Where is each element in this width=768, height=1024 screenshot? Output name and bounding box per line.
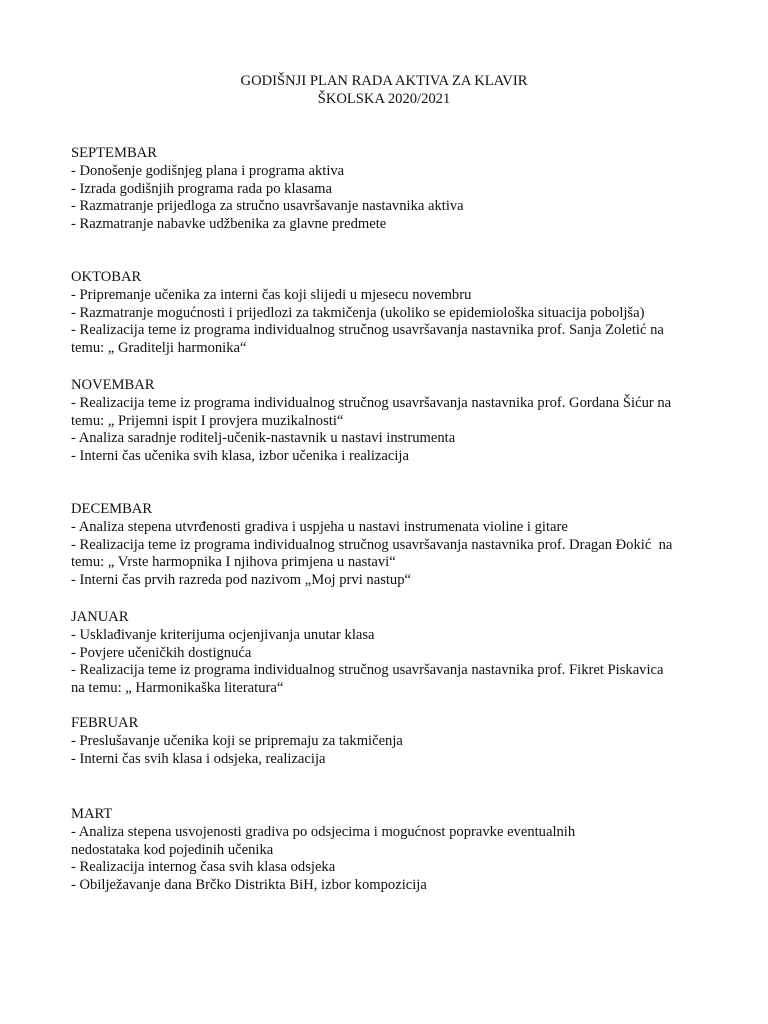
list-item-line: - Analiza stepena usvojenosti gradiva po odsjecima i mogućnost popravke eventualnih (71, 823, 576, 840)
section-heading: JANUAR (71, 609, 129, 625)
list-item-line: - Razmatranje mogućnosti i prijedlozi za takmičenja (ukoliko se epidemiološka situacija poboljša) (71, 304, 645, 321)
list-item-line: temu: „ Graditelji harmonika“ (71, 340, 247, 357)
list-item (71, 287, 711, 305)
list-item (71, 305, 711, 323)
section-novembar (71, 377, 711, 466)
list-item (71, 430, 711, 448)
section-september (71, 145, 711, 234)
section-mart (71, 806, 711, 895)
list-item (71, 163, 711, 181)
list-item-line: - Realizacija internog časa svih klasa odsjeka (71, 859, 336, 876)
list-item (71, 627, 711, 645)
list-item-line: temu: „ Prijemni ispit I provjera muzikalnosti“ (71, 412, 344, 429)
item-list (71, 163, 711, 234)
section-heading: FEBRUAR (71, 715, 139, 731)
item-list (71, 287, 711, 358)
list-item-line: - Donošenje godišnjeg plana i programa aktiva (71, 162, 345, 179)
list-item (71, 824, 711, 860)
list-item-line: - Realizacija teme iz programa individualnog stručnog usavršavanja nastavnika prof. Gordana Šićur na (71, 394, 672, 411)
list-item (71, 395, 711, 431)
section-heading: OKTOBAR (71, 269, 142, 285)
list-item (71, 645, 711, 663)
list-item-line: - Analiza saradnje roditelj-učenik-nastavnik u nastavi instrumenta (71, 430, 456, 447)
list-item-line: temu: „ Vrste harmopnika I njihova primjena u nastavi“ (71, 554, 396, 571)
section-heading: SEPTEMBAR (71, 145, 157, 161)
list-item-line: - Interni čas učenika svih klasa, izbor učenika i realizacija (71, 448, 409, 465)
list-item-line: - Povjere učeničkih dostignuća (71, 644, 252, 661)
list-item-line: - Realizacija teme iz programa individualnog stručnog usavršavanja nastavnika prof. Sanja Zoletić na (71, 322, 664, 339)
list-item-line: - Obilježavanje dana Brčko Distrikta BiH, izbor kompozicija (71, 877, 427, 894)
list-item (71, 537, 711, 573)
list-item (71, 859, 711, 877)
list-item (71, 519, 711, 537)
list-item-line: - Usklađivanje kriterijuma ocjenjivanja unutar klasa (71, 626, 375, 643)
list-item-line: - Interni čas svih klasa i odsjeka, realizacija (71, 750, 326, 767)
list-item (71, 198, 711, 216)
list-item-line: - Analiza stepena utvrđenosti gradiva i uspjeha u nastavi instrumenata violine i gitare (71, 518, 568, 535)
item-list (71, 519, 711, 590)
item-list (71, 627, 711, 698)
section-oktobar (71, 269, 711, 358)
list-item (71, 662, 711, 698)
section-decembar (71, 501, 711, 590)
item-list (71, 395, 711, 466)
list-item-line: - Pripremanje učenika za interni čas koji slijedi u mjesecu novembru (71, 286, 472, 303)
section-heading: MART (71, 806, 113, 822)
list-item-line: - Razmatranje nabavke udžbenika za glavne predmete (71, 216, 387, 233)
list-item-line: - Preslušavanje učenika koji se pripremaju za takmičenja (71, 732, 403, 749)
list-item-line: na temu: „ Harmonikaška literatura“ (71, 680, 284, 697)
list-item-line: - Razmatranje prijedloga za stručno usavršavanje nastavnika aktiva (71, 198, 464, 215)
section-heading: DECEMBAR (71, 501, 153, 517)
item-list (71, 733, 711, 769)
list-item-line: - Interni čas prvih razreda pod nazivom „Moj prvi nastup“ (71, 572, 411, 589)
list-item-line: nedostataka kod pojedinih učenika (71, 841, 274, 858)
list-item (71, 751, 711, 769)
list-item-line: - Izrada godišnjih programa rada po klasama (71, 180, 332, 197)
list-item (71, 448, 711, 466)
document-title: GODIŠNJI PLAN RADA AKTIVA ZA KLAVIR (240, 73, 528, 89)
section-januar (71, 609, 711, 698)
section-februar (71, 715, 711, 768)
list-item-line: - Realizacija teme iz programa individualnog stručnog usavršavanja nastavnika prof. Fikret Piskavica (71, 662, 664, 679)
list-item (71, 216, 711, 234)
section-heading: NOVEMBAR (71, 377, 155, 393)
list-item (71, 733, 711, 751)
document-subtitle: ŠKOLSKA 2020/2021 (317, 91, 451, 107)
list-item (71, 877, 711, 895)
list-item (71, 322, 711, 358)
list-item (71, 181, 711, 199)
item-list (71, 824, 711, 895)
list-item (71, 572, 711, 590)
list-item-line: - Realizacija teme iz programa individualnog stručnog usavršavanja nastavnika prof. Dragan Đokić na (71, 536, 673, 553)
